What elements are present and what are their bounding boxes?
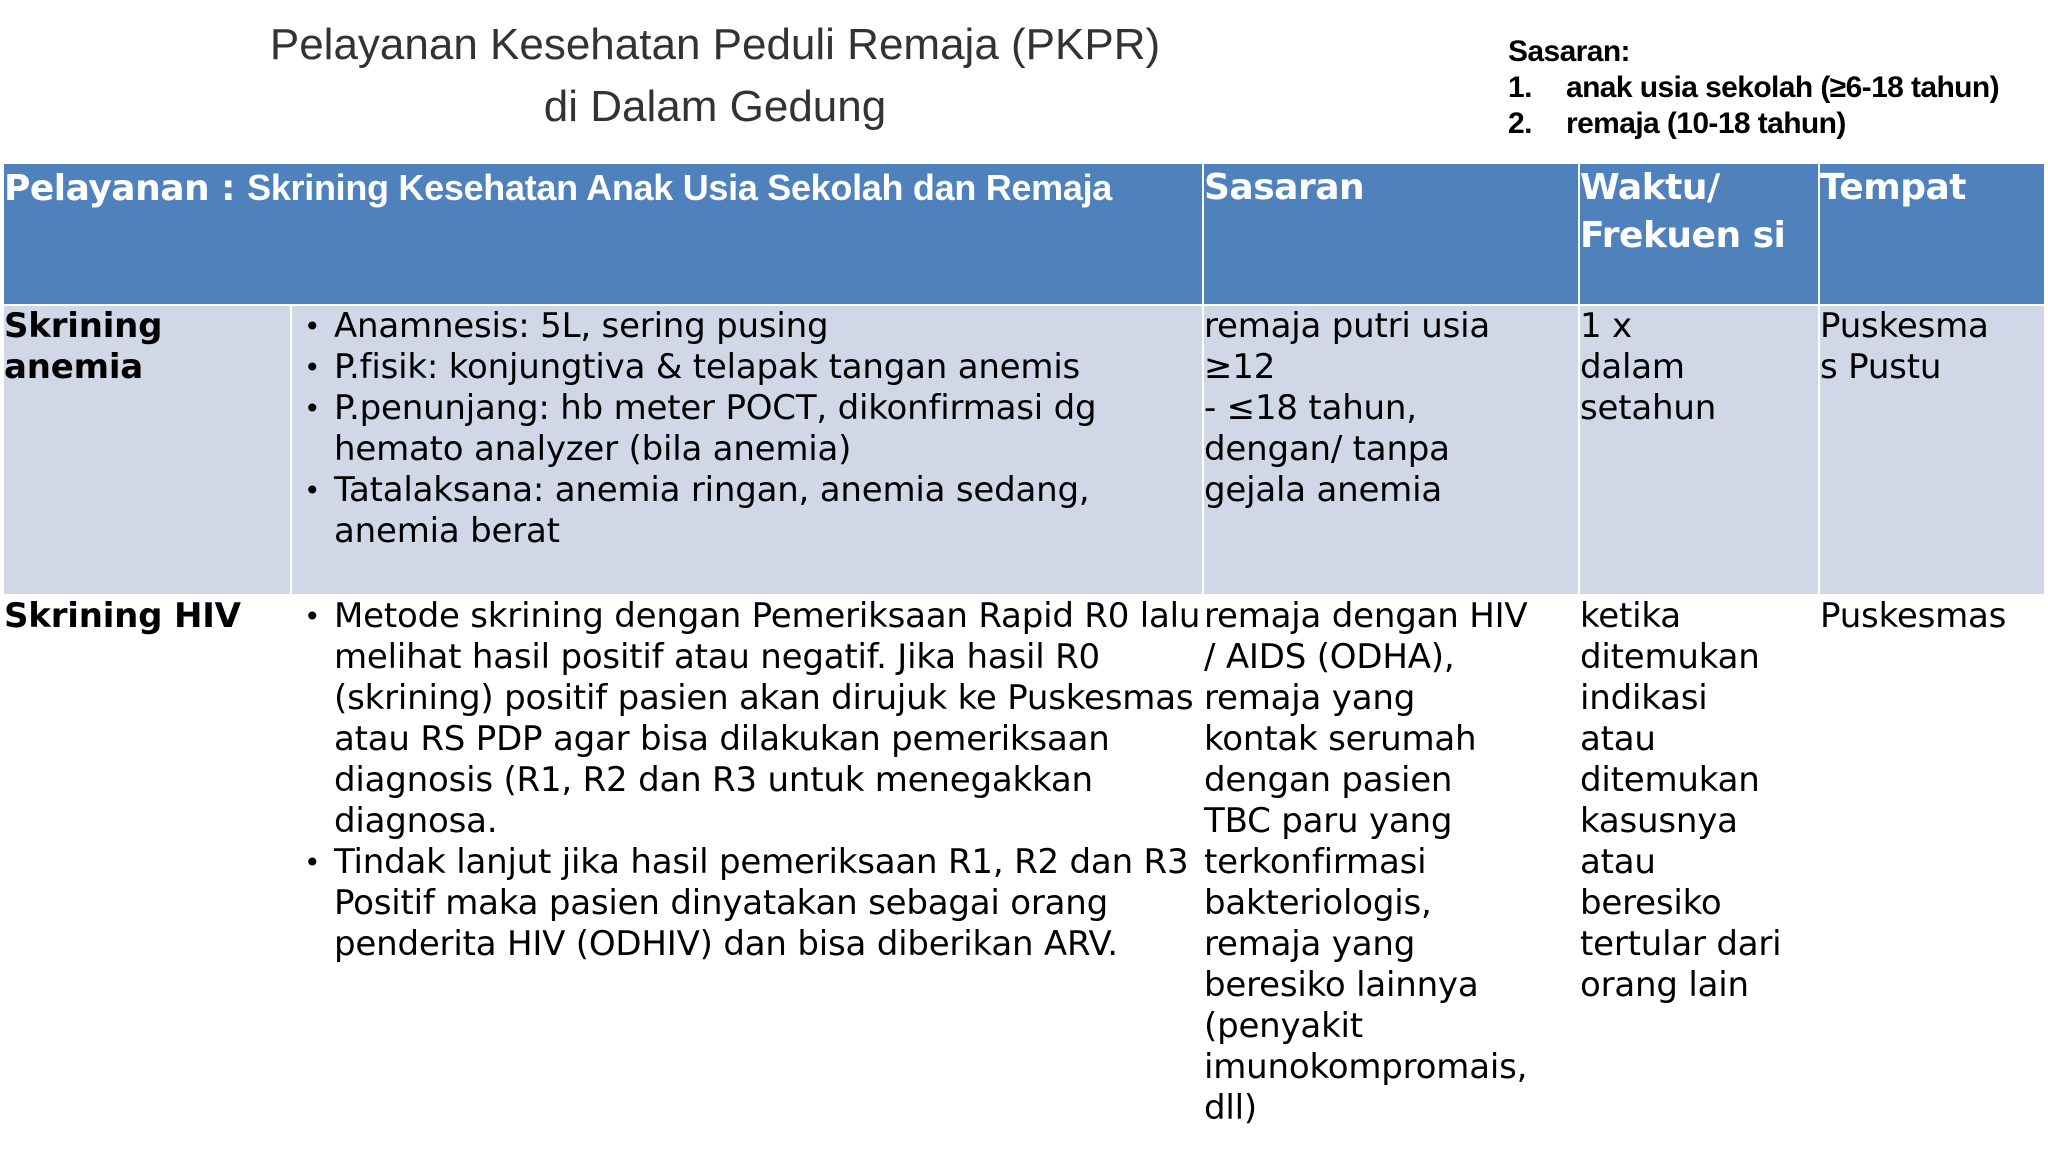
header-waktu: Waktu/ Frekuen si	[1579, 163, 1819, 305]
sasaran-heading: Sasaran:	[1508, 35, 1630, 68]
row-points-cell	[291, 305, 1203, 595]
row-label: Skrining HIV	[3, 595, 291, 1130]
screening-table	[2, 162, 2046, 1131]
slide-title-line1: Pelayanan Kesehatan Peduli Remaja (PKPR)	[269, 20, 1161, 69]
row-tempat: Puskesmas	[1819, 595, 2045, 1130]
row-label: Skrining anemia	[3, 305, 291, 595]
table-row	[3, 595, 2045, 1130]
row-sasaran: remaja dengan HIV / AIDS (ODHA), remaja yang kontak serumah dengan pasien TBC paru yang terkonfirmasi bakteriologis, remaja yang beresiko lainnya (penyakit imunokompromais, dll)	[1203, 595, 1579, 1130]
row-waktu: ketika ditemukan indikasi atau ditemukan kasusnya atau beresiko tertular dari orang lain	[1579, 595, 1819, 1130]
table-row	[3, 305, 2045, 595]
header-sasaran: Sasaran	[1203, 163, 1579, 305]
header-pelayanan-text: Skrining Kesehatan Anak Usia Sekolah dan Remaja	[247, 167, 1112, 208]
sasaran-item-text: remaja (10-18 tahun)	[1566, 107, 1846, 140]
sasaran-item-number: 2.	[1508, 107, 1532, 140]
list-item: • Tatalaksana: anemia ringan, anemia sedang, anemia berat	[322, 470, 1202, 552]
list-item: • Anamnesis: 5L, sering pusing	[322, 306, 1202, 347]
slide-title	[220, 14, 1210, 138]
header-pelayanan-prefix: Pelayanan :	[4, 168, 248, 209]
list-item: • Tindak lanjut jika hasil pemeriksaan R1, R2 dan R3 Positif maka pasien dinyatakan sebagai orang penderita HIV (ODHIV) dan bisa diberikan ARV.	[322, 842, 1202, 965]
row-points	[292, 306, 1202, 552]
sasaran-box	[1508, 34, 2038, 142]
row-points-cell	[291, 595, 1203, 1130]
sasaran-list	[1508, 70, 2038, 142]
list-item: • P.fisik: konjungtiva & telapak tangan anemis	[322, 347, 1202, 388]
header-tempat: Tempat	[1819, 163, 2045, 305]
row-sasaran: remaja putri usia ≥12 - ≤18 tahun, dengan/ tanpa gejala anemia	[1203, 305, 1579, 595]
slide-title-line2: di Dalam Gedung	[543, 82, 887, 131]
row-points	[292, 596, 1202, 965]
list-item: • Metode skrining dengan Pemeriksaan Rapid R0 lalu melihat hasil positif atau negatif. Jika hasil R0 (skrining) positif pasien akan dirujuk ke Puskesmas atau RS PDP agar bisa dilakukan pemeriksaan diagnosis (R1, R2 dan R3 untuk menegakkan diagnosa.	[322, 596, 1202, 842]
sasaran-item	[1508, 70, 2038, 106]
list-item: • P.penunjang: hb meter POCT, dikonfirmasi dg hemato analyzer (bila anemia)	[322, 388, 1202, 470]
header-pelayanan	[3, 163, 1203, 305]
sasaran-item	[1508, 106, 2038, 142]
row-waktu: 1 x dalam setahun	[1579, 305, 1819, 595]
row-tempat: Puskesma s Pustu	[1819, 305, 2045, 595]
sasaran-item-text: anak usia sekolah (≥6-18 tahun)	[1566, 71, 2000, 104]
sasaran-item-number: 1.	[1508, 71, 1532, 104]
table-header-row	[3, 163, 2045, 305]
